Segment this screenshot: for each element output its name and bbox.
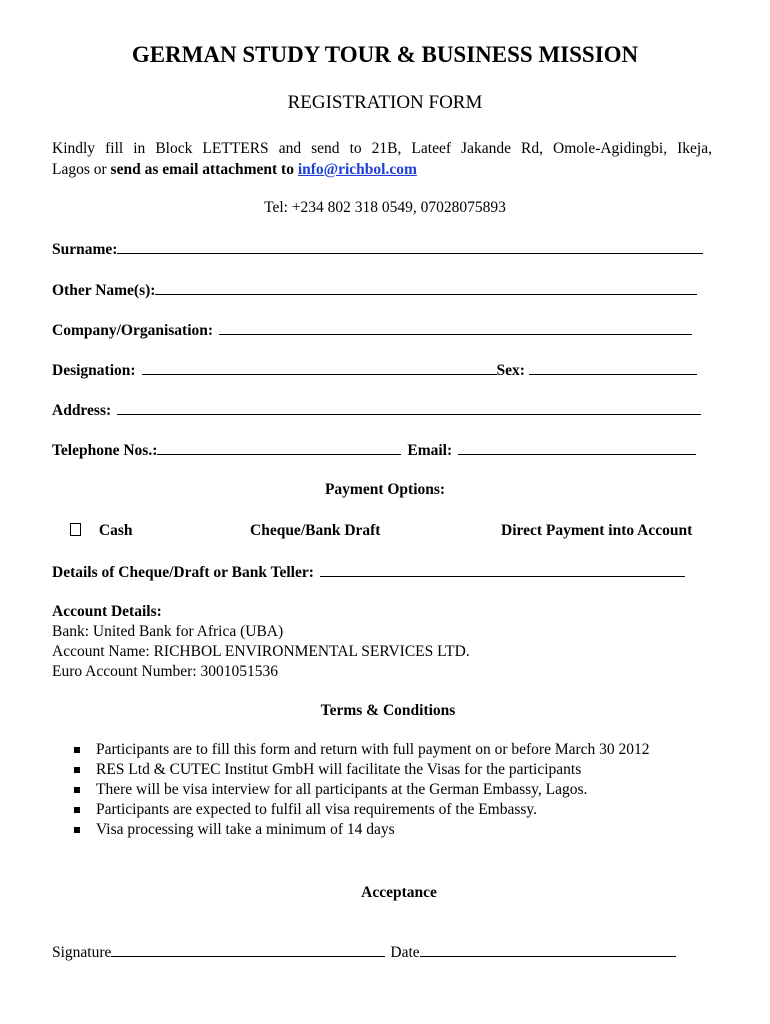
sex-field[interactable] <box>529 360 697 375</box>
intro-line-1: Kindly fill in Block LETTERS and send to 21B, Lateef Jakande Rd, Omole-Agidingbi, Ikeja, <box>52 140 712 157</box>
acceptance-heading: Acceptance <box>361 884 437 901</box>
telephone-label: Telephone Nos.: <box>52 442 158 459</box>
surname-row <box>52 239 703 259</box>
intro-plain: Lagos or <box>52 161 111 178</box>
terms-list <box>74 740 650 840</box>
payment-options-heading: Payment Options: <box>324 481 446 498</box>
email-field[interactable] <box>458 440 696 455</box>
address-label: Address: <box>52 402 112 419</box>
intro-paragraph <box>52 138 712 180</box>
account-details-heading: Account Details: <box>52 603 162 620</box>
surname-field[interactable] <box>117 239 703 254</box>
designation-field[interactable] <box>142 360 497 375</box>
company-label: Company/Organisation: <box>52 322 214 339</box>
payment-option-direct[interactable]: Direct Payment into Account <box>501 522 693 539</box>
cheque-details-label: Details of Cheque/Draft or Bank Teller: <box>52 564 314 581</box>
form-title: GERMAN STUDY TOUR & BUSINESS MISSION <box>131 42 639 67</box>
list-item: Participants are expected to fulfil all visa requirements of the Embassy. <box>74 800 650 820</box>
intro-bold: send as email attachment to <box>110 161 298 178</box>
payment-option-cash[interactable] <box>70 522 132 540</box>
date-label: Date <box>390 944 420 961</box>
list-item: Participants are to fill this form and return with full payment on or before March 30 2012 <box>74 740 650 760</box>
form-subtitle: REGISTRATION FORM <box>287 92 483 113</box>
cheque-details-row <box>52 562 685 582</box>
bullet-icon <box>74 807 80 813</box>
bullet-icon <box>74 767 80 773</box>
address-row <box>52 400 701 420</box>
email-link[interactable]: info@richbol.com <box>297 161 417 178</box>
bullet-icon <box>74 827 80 833</box>
signature-label: Signature <box>52 944 112 961</box>
cheque-details-field[interactable] <box>320 562 685 577</box>
intro-line-2 <box>52 159 712 180</box>
date-field[interactable] <box>420 942 676 957</box>
cash-checkbox[interactable] <box>70 523 81 536</box>
payment-option-cheque[interactable]: Cheque/Bank Draft <box>250 522 381 539</box>
account-number: Euro Account Number: 3001051536 <box>52 663 279 680</box>
account-name: Account Name: RICHBOL ENVIRONMENTAL SERVICES LTD. <box>52 643 470 660</box>
signature-field[interactable] <box>111 942 385 957</box>
list-item: There will be visa interview for all participants at the German Embassy, Lagos. <box>74 780 650 800</box>
list-item: Visa processing will take a minimum of 14 days <box>74 820 650 840</box>
telephone-row <box>52 440 696 460</box>
terms-heading: Terms & Conditions <box>320 702 456 719</box>
email-label: Email: <box>407 442 453 459</box>
company-field[interactable] <box>219 320 692 335</box>
other-names-row <box>52 280 697 300</box>
signature-row <box>52 942 676 962</box>
list-item: RES Ltd & CUTEC Institut GmbH will facilitate the Visas for the participants <box>74 760 650 780</box>
telephone-field[interactable] <box>157 440 401 455</box>
surname-label: Surname: <box>52 241 118 258</box>
address-field[interactable] <box>117 400 701 415</box>
designation-label: Designation: <box>52 362 136 379</box>
cash-label: Cash <box>98 522 133 539</box>
bullet-icon <box>74 747 80 753</box>
telephone-contact: Tel: +234 802 318 0549, 07028075893 <box>264 199 506 216</box>
designation-row <box>52 360 697 380</box>
other-names-field[interactable] <box>155 280 697 295</box>
sex-label: Sex: <box>496 362 525 379</box>
account-bank: Bank: United Bank for Africa (UBA) <box>52 623 284 640</box>
company-row <box>52 320 692 340</box>
other-names-label: Other Name(s): <box>52 282 156 299</box>
bullet-icon <box>74 787 80 793</box>
